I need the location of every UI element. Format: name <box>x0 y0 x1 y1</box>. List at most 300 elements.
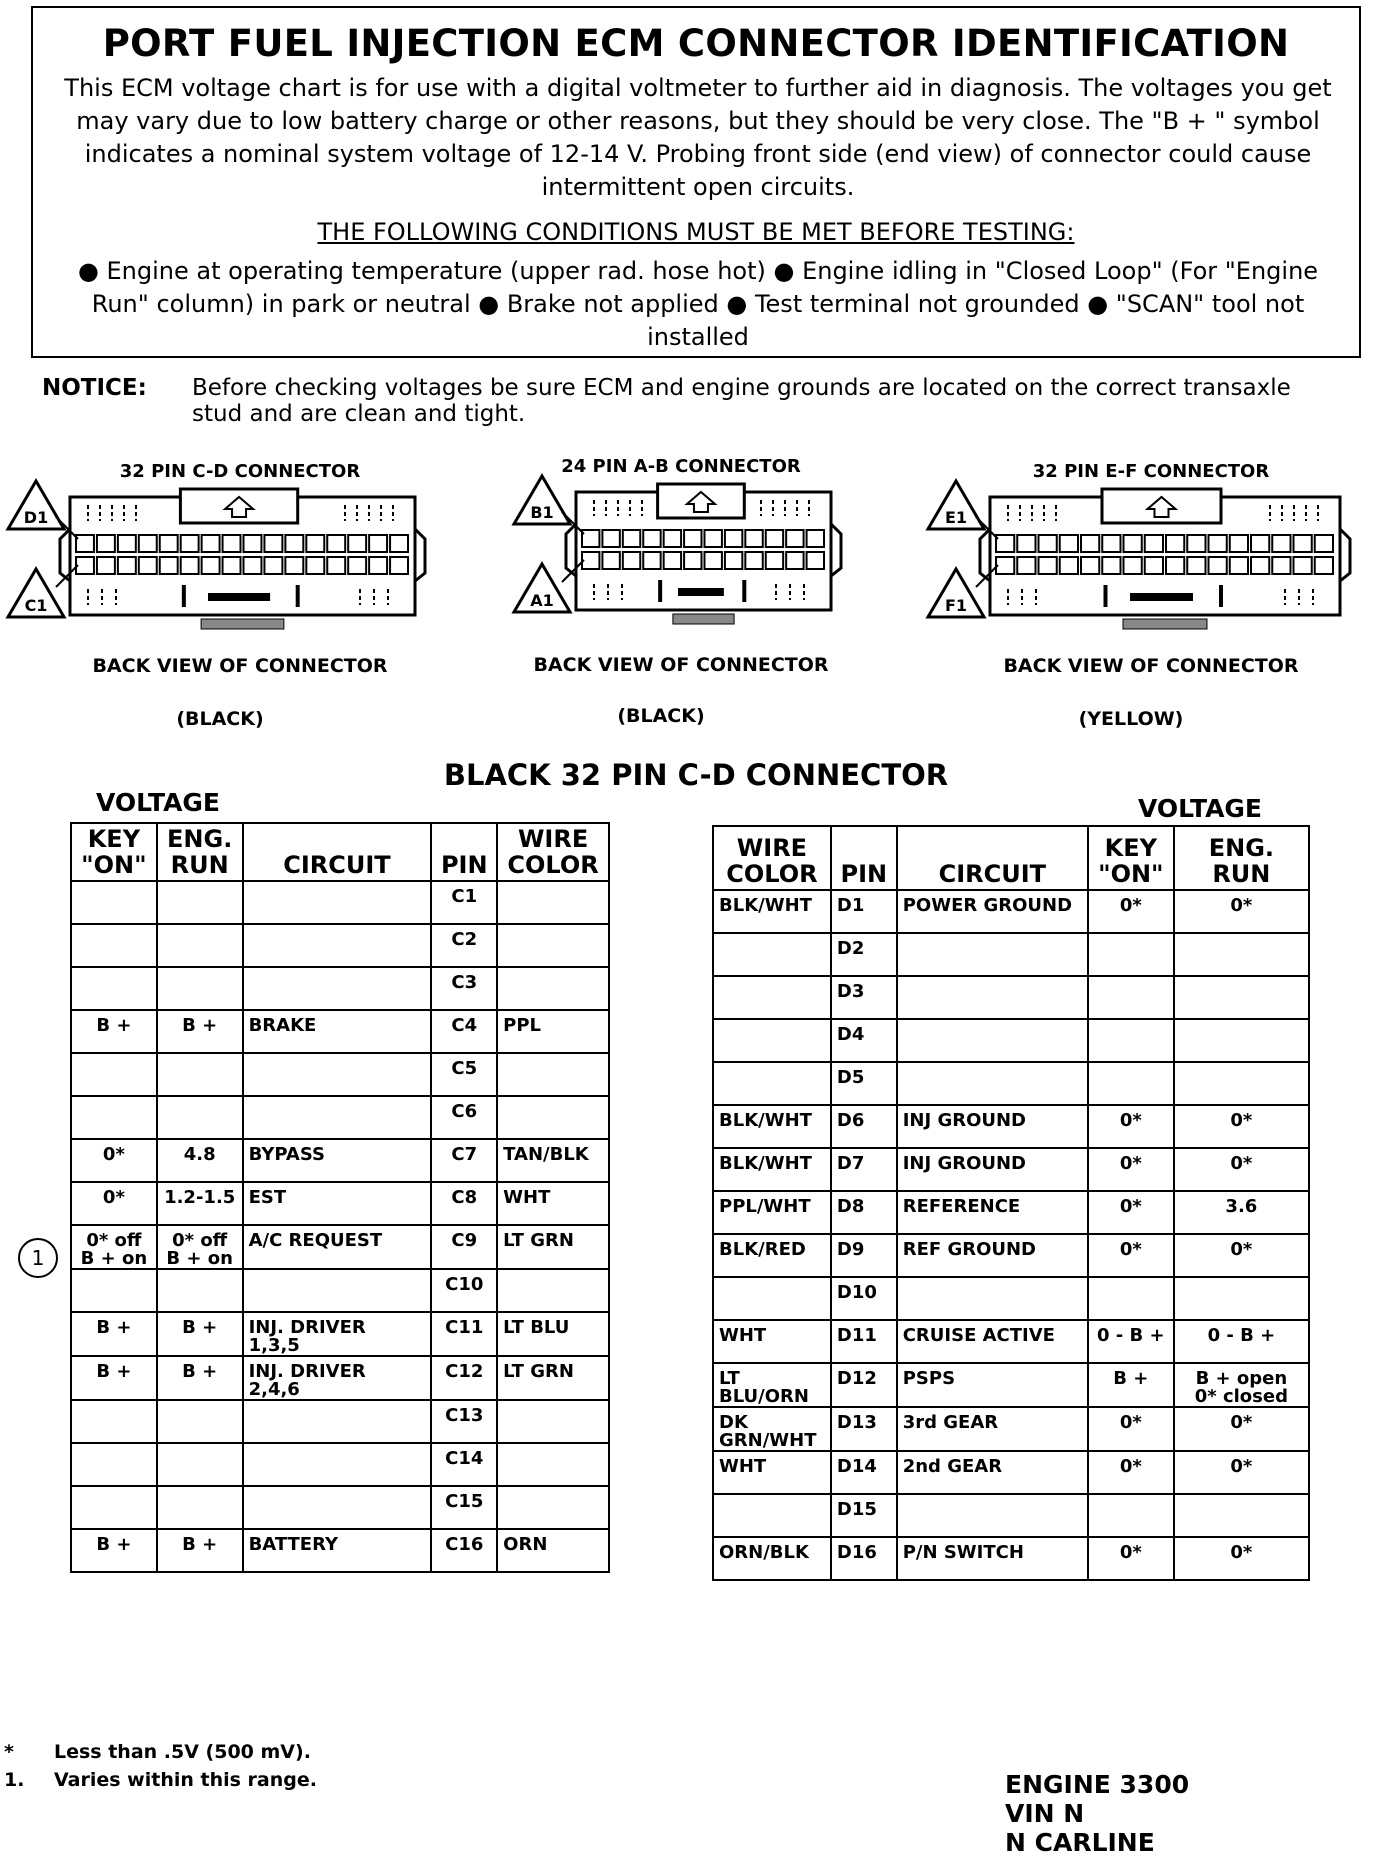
left-pin-table <box>70 822 610 1573</box>
table-row <box>71 1139 609 1182</box>
connector-title: 32 PIN E-F CONNECTOR <box>1032 461 1270 482</box>
wire-color-cell <box>713 1277 831 1320</box>
pin-cavity <box>1039 557 1057 574</box>
pin-cavity <box>664 530 681 547</box>
table-row <box>71 1486 609 1529</box>
key-on-cell <box>1088 1062 1174 1105</box>
header-key-on: KEY "ON" <box>1088 826 1174 890</box>
pin-cell: C12 <box>431 1356 497 1400</box>
pin-cavity <box>725 530 742 547</box>
eng-run-cell: 0* <box>1174 1451 1309 1494</box>
table-row <box>71 1225 609 1269</box>
pin-cavity <box>264 535 282 552</box>
eng-run-cell: B + <box>157 1010 243 1053</box>
pin-cavity <box>369 557 387 574</box>
table-row <box>713 1019 1309 1062</box>
circuit-cell <box>897 976 1088 1019</box>
pin-cavity <box>264 557 282 574</box>
pin-cavity <box>807 552 824 569</box>
key-on-cell: 0* <box>1088 1105 1174 1148</box>
eng-run-cell <box>1174 1494 1309 1537</box>
pin-cell: D12 <box>831 1363 897 1407</box>
key-on-cell: B + <box>71 1312 157 1356</box>
pin-cavity <box>996 535 1014 552</box>
key-on-cell <box>1088 1494 1174 1537</box>
pin-cavity <box>1060 535 1078 552</box>
key-on-cell <box>71 967 157 1010</box>
key-on-cell: 0* <box>1088 1407 1174 1451</box>
pin-cell: D10 <box>831 1277 897 1320</box>
left-voltage-label: VOLTAGE <box>96 788 221 817</box>
pin-cell: D9 <box>831 1234 897 1277</box>
pin-cavity <box>745 530 762 547</box>
pin-cavity <box>1272 535 1290 552</box>
key-on-cell <box>71 1053 157 1096</box>
table-row <box>71 1356 609 1400</box>
pin-cavity <box>1251 535 1269 552</box>
key-on-cell: 0* <box>1088 1148 1174 1191</box>
header-wire-color: WIRE COLOR <box>713 826 831 890</box>
pin-cavity <box>643 530 660 547</box>
circuit-cell <box>243 1400 432 1443</box>
key-on-cell: B + <box>1088 1363 1174 1407</box>
pin-cell: C6 <box>431 1096 497 1139</box>
pin-cell: D6 <box>831 1105 897 1148</box>
pin-cell: C15 <box>431 1486 497 1529</box>
wire-color-cell: TAN/BLK <box>497 1139 609 1182</box>
eng-run-cell <box>157 967 243 1010</box>
eng-run-cell <box>157 1486 243 1529</box>
circuit-cell: P/N SWITCH <box>897 1537 1088 1580</box>
pin-cavity <box>1187 535 1205 552</box>
wire-color-cell <box>713 933 831 976</box>
wire-color-cell: BLK/WHT <box>713 1148 831 1191</box>
eng-run-cell <box>157 1400 243 1443</box>
vin: VIN N <box>1005 1799 1085 1828</box>
key-on-cell <box>1088 933 1174 976</box>
pin-cell: D5 <box>831 1062 897 1105</box>
pin-cavity <box>160 535 178 552</box>
pin-cavity <box>766 530 783 547</box>
key-on-cell: B + <box>71 1529 157 1572</box>
pin-cavity <box>139 557 157 574</box>
pin-cavity <box>223 557 241 574</box>
circuit-cell <box>243 967 432 1010</box>
header-wire-color: WIRE COLOR <box>497 823 609 881</box>
pin-cavity <box>223 535 241 552</box>
eng-run-cell: 4.8 <box>157 1139 243 1182</box>
wire-color-cell: BLK/WHT <box>713 890 831 933</box>
eng-run-cell <box>157 881 243 924</box>
eng-run-cell <box>1174 933 1309 976</box>
eng-run-cell <box>1174 1277 1309 1320</box>
wire-color-cell: DK GRN/WHT <box>713 1407 831 1451</box>
eng-run-cell: 0* <box>1174 1407 1309 1451</box>
pin-cavity <box>807 530 824 547</box>
pin-cavity <box>1209 535 1227 552</box>
pin-cavity <box>202 535 220 552</box>
eng-run-cell <box>157 924 243 967</box>
header-key-on: KEY "ON" <box>71 823 157 881</box>
pin-cavity <box>202 557 220 574</box>
table-row <box>71 967 609 1010</box>
wire-color-cell <box>497 924 609 967</box>
key-on-cell: 0* <box>71 1139 157 1182</box>
pin-label-bottom: C1 <box>24 596 48 615</box>
eng-run-cell <box>157 1053 243 1096</box>
connector-3 <box>910 455 1392 755</box>
wire-color-cell <box>497 1269 609 1312</box>
pin-cavity <box>306 557 324 574</box>
pin-cell: D4 <box>831 1019 897 1062</box>
pin-cell: C10 <box>431 1269 497 1312</box>
wire-color-cell: WHT <box>713 1320 831 1363</box>
pin-cavity <box>623 530 640 547</box>
eng-run-cell <box>1174 1019 1309 1062</box>
pin-cavity <box>1102 535 1120 552</box>
circuit-cell: INJ GROUND <box>897 1105 1088 1148</box>
key-on-cell: 0* <box>1088 1537 1174 1580</box>
wire-color-cell <box>497 1486 609 1529</box>
wire-color-cell <box>497 967 609 1010</box>
connector-title: 24 PIN A-B CONNECTOR <box>561 456 801 477</box>
pin-cavity <box>1060 557 1078 574</box>
circuit-cell <box>897 1062 1088 1105</box>
wire-color-cell: LT GRN <box>497 1356 609 1400</box>
footnote-circle-marker: 1 <box>18 1238 58 1278</box>
table-row <box>713 976 1309 1019</box>
pin-cavity <box>1315 557 1333 574</box>
pin-cavity <box>725 552 742 569</box>
conditions-text: ● Engine at operating temperature (upper rad. hose hot) ● Engine idling in "Closed Loop" (For "Engine Run" column) in park or neutral ● Brake not applied ● Test terminal not grounded ● "SCAN" tool not installed <box>77 257 1319 351</box>
table-row <box>71 1053 609 1096</box>
circuit-cell: EST <box>243 1182 432 1225</box>
key-on-cell: 0* <box>1088 1451 1174 1494</box>
circuit-cell: BYPASS <box>243 1139 432 1182</box>
header-eng-run: ENG. RUN <box>157 823 243 881</box>
pin-cavity <box>1294 535 1312 552</box>
pin-cell: C16 <box>431 1529 497 1572</box>
connector-2 <box>476 450 886 750</box>
wire-color-cell: BLK/RED <box>713 1234 831 1277</box>
pin-cavity <box>181 535 199 552</box>
pin-cavity <box>1081 535 1099 552</box>
wire-color-cell: BLK/WHT <box>713 1105 831 1148</box>
table-row <box>713 1494 1309 1537</box>
circuit-cell <box>897 933 1088 976</box>
table-row <box>713 1537 1309 1580</box>
pin-cavity <box>643 552 660 569</box>
eng-run-cell: 0 - B + <box>1174 1320 1309 1363</box>
circuit-cell: REF GROUND <box>897 1234 1088 1277</box>
connector-drawing <box>0 477 480 677</box>
connector-drawing <box>476 472 886 672</box>
key-on-cell <box>71 1400 157 1443</box>
key-on-cell: B + <box>71 1010 157 1053</box>
pin-cavity <box>285 557 303 574</box>
eng-run-cell: 0* <box>1174 1105 1309 1148</box>
pin-cell: C11 <box>431 1312 497 1356</box>
connector-color-label: (YELLOW) <box>1078 708 1184 730</box>
pin-cell: D1 <box>831 890 897 933</box>
eng-run-cell <box>157 1096 243 1139</box>
notice-text: Before checking voltages be sure ECM and engine grounds are located on the correct transaxle stud and are clean and tight. <box>192 375 1291 427</box>
wire-color-cell: LT GRN <box>497 1225 609 1269</box>
eng-run-cell: 0* <box>1174 1148 1309 1191</box>
pin-label-top: D1 <box>23 508 49 527</box>
table-row <box>713 1363 1309 1407</box>
wire-color-cell <box>497 1400 609 1443</box>
pin-cavity <box>348 557 366 574</box>
header-box <box>31 6 1361 358</box>
pin-cell: D11 <box>831 1320 897 1363</box>
key-on-cell: B + <box>71 1356 157 1400</box>
connector-1 <box>0 455 480 755</box>
circuit-cell: 3rd GEAR <box>897 1407 1088 1451</box>
table-row <box>71 1312 609 1356</box>
key-on-cell <box>71 1269 157 1312</box>
pin-cell: C7 <box>431 1139 497 1182</box>
pin-cavity <box>348 535 366 552</box>
pin-cavity <box>1294 557 1312 574</box>
pin-cell: C4 <box>431 1010 497 1053</box>
pin-cavity <box>684 530 701 547</box>
pin-cell: D13 <box>831 1407 897 1451</box>
pin-cell: C5 <box>431 1053 497 1096</box>
circuit-cell: CRUISE ACTIVE <box>897 1320 1088 1363</box>
table-row <box>71 1182 609 1225</box>
pin-cavity <box>1145 557 1163 574</box>
circuit-cell: INJ GROUND <box>897 1148 1088 1191</box>
header-pin: PIN <box>831 826 897 890</box>
header-eng-run: ENG. RUN <box>1174 826 1309 890</box>
pin-cavity <box>390 535 408 552</box>
table-row <box>71 1269 609 1312</box>
circuit-cell <box>243 924 432 967</box>
circuit-cell: BRAKE <box>243 1010 432 1053</box>
circuit-cell <box>897 1277 1088 1320</box>
pin-cavity <box>664 552 681 569</box>
pin-cavity <box>705 530 722 547</box>
circuit-cell <box>897 1019 1088 1062</box>
connector-view-label: BACK VIEW OF CONNECTOR <box>533 654 829 676</box>
pin-cavity <box>786 530 803 547</box>
circuit-cell <box>243 881 432 924</box>
header-pin: PIN <box>431 823 497 881</box>
circuit-cell: REFERENCE <box>897 1191 1088 1234</box>
connector-color-label: (BLACK) <box>617 705 705 727</box>
pin-cavity <box>244 535 262 552</box>
pin-cavity <box>602 530 619 547</box>
wire-color-cell: WHT <box>713 1451 831 1494</box>
key-on-cell <box>71 1443 157 1486</box>
table-row <box>71 924 609 967</box>
conditions-title: THE FOLLOWING CONDITIONS MUST BE MET BEFORE TESTING: <box>317 218 1075 246</box>
pin-cavity <box>285 535 303 552</box>
pin-cell: C8 <box>431 1182 497 1225</box>
table-row <box>713 1148 1309 1191</box>
wire-color-cell: PPL <box>497 1010 609 1053</box>
wire-color-cell: LT BLU/ORN <box>713 1363 831 1407</box>
wire-color-cell <box>713 976 831 1019</box>
pin-cell: D15 <box>831 1494 897 1537</box>
pin-cavity <box>139 535 157 552</box>
table-row <box>71 881 609 924</box>
pin-cavity <box>705 552 722 569</box>
circuit-cell: 2nd GEAR <box>897 1451 1088 1494</box>
pin-cell: C2 <box>431 924 497 967</box>
right-pin-table <box>712 825 1310 1581</box>
pin-cavity <box>996 557 1014 574</box>
pin-cell: D3 <box>831 976 897 1019</box>
table-row <box>71 1443 609 1486</box>
pin-cavity <box>1124 557 1142 574</box>
pin-cavity <box>118 557 136 574</box>
eng-run-cell: 0* <box>1174 1234 1309 1277</box>
pin-cell: C9 <box>431 1225 497 1269</box>
eng-run-cell: B + <box>157 1356 243 1400</box>
wire-color-cell <box>713 1494 831 1537</box>
pin-cavity <box>160 557 178 574</box>
footnotes <box>4 1738 317 1794</box>
pin-label-bottom: F1 <box>944 596 968 615</box>
wire-color-cell <box>713 1019 831 1062</box>
circuit-cell: INJ. DRIVER 2,4,6 <box>243 1356 432 1400</box>
key-on-cell <box>1088 976 1174 1019</box>
circuit-cell <box>243 1486 432 1529</box>
eng-run-cell <box>157 1269 243 1312</box>
table-row <box>71 1400 609 1443</box>
pin-cell: D8 <box>831 1191 897 1234</box>
wire-color-cell: WHT <box>497 1182 609 1225</box>
pin-cell: D16 <box>831 1537 897 1580</box>
circuit-cell <box>243 1096 432 1139</box>
eng-run-cell: 3.6 <box>1174 1191 1309 1234</box>
wire-color-cell: LT BLU <box>497 1312 609 1356</box>
pin-cavity <box>1124 535 1142 552</box>
key-on-cell <box>71 881 157 924</box>
eng-run-cell: B + <box>157 1312 243 1356</box>
circuit-cell: PSPS <box>897 1363 1088 1407</box>
pin-cell: C14 <box>431 1443 497 1486</box>
pin-cavity <box>1209 557 1227 574</box>
table-row <box>71 1529 609 1572</box>
footnote-item: 1. Varies within this range. <box>4 1769 317 1791</box>
pin-cavity <box>623 552 640 569</box>
table-row <box>713 1062 1309 1105</box>
page-title: PORT FUEL INJECTION ECM CONNECTOR IDENTIFICATION <box>102 22 1290 65</box>
pin-cavity <box>1081 557 1099 574</box>
pin-label-bottom: A1 <box>530 591 554 610</box>
wire-color-cell <box>497 1053 609 1096</box>
pin-cavity <box>766 552 783 569</box>
circuit-cell <box>897 1494 1088 1537</box>
pin-cavity <box>786 552 803 569</box>
pin-cavity <box>1251 557 1269 574</box>
pin-cavity <box>306 535 324 552</box>
pin-cavity <box>1017 557 1035 574</box>
notice-label: NOTICE: <box>42 375 147 401</box>
key-on-cell <box>71 1486 157 1529</box>
circuit-cell <box>243 1269 432 1312</box>
eng-run-cell: 1.2-1.5 <box>157 1182 243 1225</box>
pin-cavity <box>76 535 94 552</box>
connector-title: 32 PIN C-D CONNECTOR <box>119 461 361 482</box>
pin-cavity <box>76 557 94 574</box>
circuit-cell: INJ. DRIVER 1,3,5 <box>243 1312 432 1356</box>
pin-cavity <box>745 552 762 569</box>
engine-info <box>1005 1770 1189 1857</box>
wire-color-cell: ORN/BLK <box>713 1537 831 1580</box>
key-on-cell: 0 - B + <box>1088 1320 1174 1363</box>
key-on-cell: 0* off B + on <box>71 1225 157 1269</box>
pin-cavity <box>1166 557 1184 574</box>
key-on-cell: 0* <box>1088 890 1174 933</box>
pin-cell: C13 <box>431 1400 497 1443</box>
table-row <box>713 1407 1309 1451</box>
carline: N CARLINE <box>1005 1828 1155 1857</box>
right-voltage-label: VOLTAGE <box>1138 794 1263 823</box>
eng-run-cell <box>1174 976 1309 1019</box>
table-row <box>713 890 1309 933</box>
pin-cavity <box>1039 535 1057 552</box>
pin-cavity <box>181 557 199 574</box>
pin-label-top: E1 <box>944 508 968 527</box>
pin-cell: D2 <box>831 933 897 976</box>
table-row <box>713 1277 1309 1320</box>
table-row <box>713 1191 1309 1234</box>
pin-cavity <box>390 557 408 574</box>
pin-cavity <box>1166 535 1184 552</box>
circuit-cell: POWER GROUND <box>897 890 1088 933</box>
pin-cell: C1 <box>431 881 497 924</box>
table-row <box>713 1234 1309 1277</box>
wire-color-cell <box>497 1443 609 1486</box>
footnote-item: * Less than .5V (500 mV). <box>4 1741 311 1763</box>
eng-run-cell: B + <box>157 1529 243 1572</box>
pin-cell: D7 <box>831 1148 897 1191</box>
pin-cavity <box>1230 535 1248 552</box>
table-row <box>71 1096 609 1139</box>
intro-text: This ECM voltage chart is for use with a digital voltmeter to further aid in diagnosis. The voltages you get may vary due to low battery charge or other reasons, but they should be very close. The "B + " symbol indicates a nominal system voltage of 12-14 V. Probing front side (end view) of connector could cause intermittent open circuits. <box>64 74 1332 201</box>
eng-run-cell: 0* <box>1174 1537 1309 1580</box>
circuit-cell: BATTERY <box>243 1529 432 1572</box>
connector-view-label: BACK VIEW OF CONNECTOR <box>1003 655 1299 677</box>
table-title: BLACK 32 PIN C-D CONNECTOR <box>443 758 949 792</box>
pin-cell: D14 <box>831 1451 897 1494</box>
pin-cavity <box>1315 535 1333 552</box>
connector-color-label: (BLACK) <box>176 708 264 730</box>
engine-code: ENGINE 3300 <box>1005 1770 1190 1799</box>
circuit-cell: A/C REQUEST <box>243 1225 432 1269</box>
key-on-cell: 0* <box>71 1182 157 1225</box>
eng-run-cell <box>1174 1062 1309 1105</box>
pin-label-top: B1 <box>530 503 554 522</box>
pin-cavity <box>369 535 387 552</box>
pin-cavity <box>1017 535 1035 552</box>
pin-cavity <box>97 535 115 552</box>
table-row <box>713 1320 1309 1363</box>
connector-view-label: BACK VIEW OF CONNECTOR <box>92 655 388 677</box>
pin-cavity <box>118 535 136 552</box>
connector-drawing <box>910 477 1392 677</box>
pin-cavity <box>582 530 599 547</box>
eng-run-cell: B + open 0* closed <box>1174 1363 1309 1407</box>
header-circuit: CIRCUIT <box>243 823 432 881</box>
key-on-cell <box>71 1096 157 1139</box>
header-circuit: CIRCUIT <box>897 826 1088 890</box>
pin-cavity <box>684 552 701 569</box>
